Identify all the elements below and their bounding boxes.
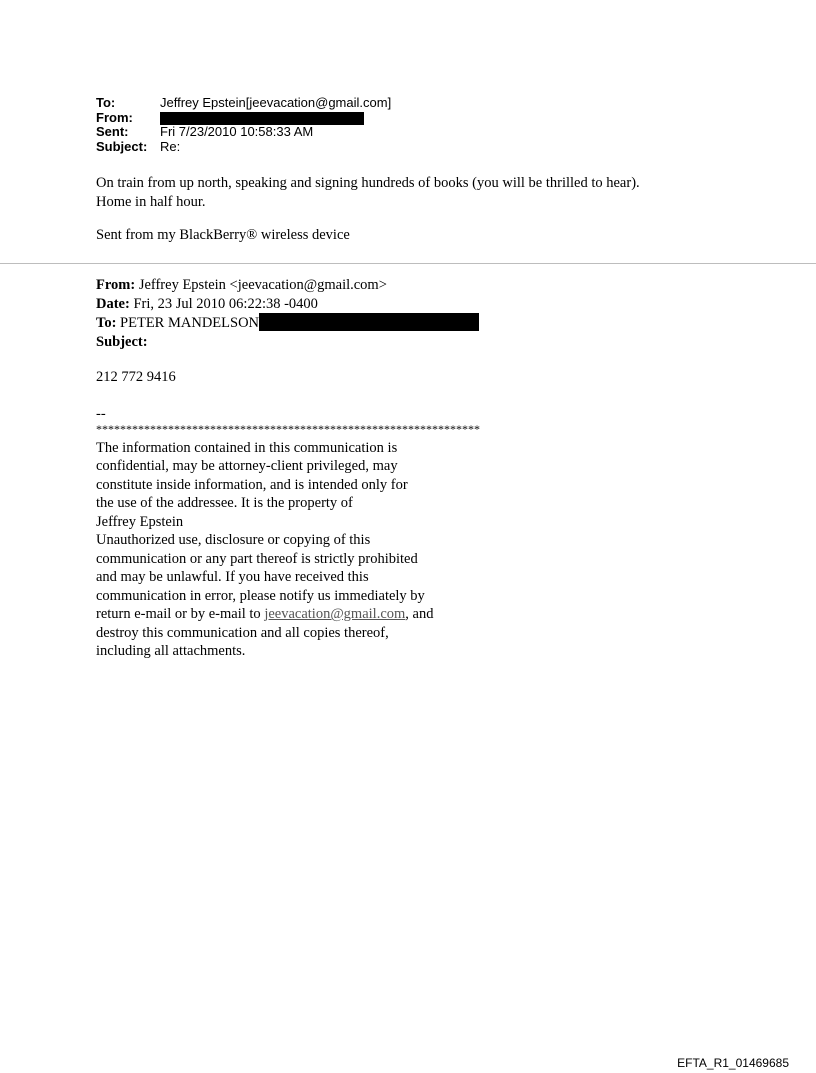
quoted-to-row	[96, 313, 479, 333]
sent-value: Fri 7/23/2010 10:58:33 AM	[160, 124, 314, 139]
reply-line: On train from up north, speaking and signing hundreds of books (you will be thrilled to hear).	[96, 175, 640, 191]
quoted-subject-row	[96, 333, 479, 352]
quoted-date-label: Date:	[96, 295, 130, 312]
stars-divider: ****************************************************************	[96, 421, 480, 436]
divider	[0, 263, 816, 264]
disclaimer-line: constitute inside information, and is intended only for	[96, 476, 408, 493]
quoted-to-label: To:	[96, 315, 117, 331]
disclaimer-line: The information contained in this communication is	[96, 439, 398, 456]
disclaimer-line: destroy this communication and all copies thereof,	[96, 624, 389, 641]
quoted-to-value: PETER MANDELSON	[116, 315, 260, 331]
to-value: Jeffrey Epstein[jeevacation@gmail.com]	[160, 95, 392, 110]
disclaimer-line: and may be unlawful. If you have received this	[96, 569, 369, 585]
disclaimer-line: the use of the addressee. It is the property of	[96, 495, 353, 511]
quoted-from-row	[96, 276, 479, 295]
disclaimer-line: Unauthorized use, disclosure or copying of this	[96, 532, 371, 548]
reply-body	[96, 174, 640, 211]
to-label: To:	[96, 95, 116, 110]
quoted-phone: 212 772 9416	[96, 369, 176, 385]
reply-signature: Sent from my BlackBerry® wireless device	[96, 227, 350, 243]
quoted-date-row	[96, 295, 479, 314]
from-label: From:	[96, 109, 133, 125]
disclaimer-return-prefix: return e-mail or by e-mail to	[96, 606, 265, 622]
document-id: EFTA_R1_01469685	[677, 1056, 789, 1070]
disclaimer-return-suffix: , and	[405, 606, 434, 622]
redaction-box	[259, 313, 479, 331]
disclaimer-line: Jeffrey Epstein	[96, 513, 184, 530]
disclaimer-block	[96, 405, 480, 661]
header-to-row	[96, 96, 391, 111]
header-subject-row	[96, 140, 391, 155]
disclaimer-line: confidential, may be attorney-client privileged, may	[96, 458, 398, 474]
disclaimer-line	[96, 605, 480, 624]
reply-line: Home in half hour.	[96, 193, 206, 210]
header-from-row	[96, 111, 391, 126]
signature-separator: --	[96, 406, 106, 422]
disclaimer-line: communication or any part thereof is strictly prohibited	[96, 550, 418, 567]
disclaimer-line: including all attachments.	[96, 643, 246, 659]
disclaimer-line: communication in error, please notify us immediately by	[96, 587, 425, 604]
email-header	[96, 96, 391, 154]
quoted-from-label: From:	[96, 277, 136, 293]
subject-label: Subject:	[96, 138, 148, 154]
subject-value: Re:	[160, 138, 181, 154]
header-sent-row	[96, 125, 391, 140]
redaction-box	[160, 112, 364, 125]
email-link[interactable]: jeevacation@gmail.com	[264, 606, 406, 622]
quoted-header	[96, 276, 479, 351]
quoted-date-value: Fri, 23 Jul 2010 06:22:38 -0400	[129, 295, 318, 312]
quoted-subject-label: Subject:	[96, 333, 148, 350]
sent-label: Sent:	[96, 124, 129, 139]
quoted-from-value: Jeffrey Epstein <jeevacation@gmail.com>	[135, 277, 387, 293]
